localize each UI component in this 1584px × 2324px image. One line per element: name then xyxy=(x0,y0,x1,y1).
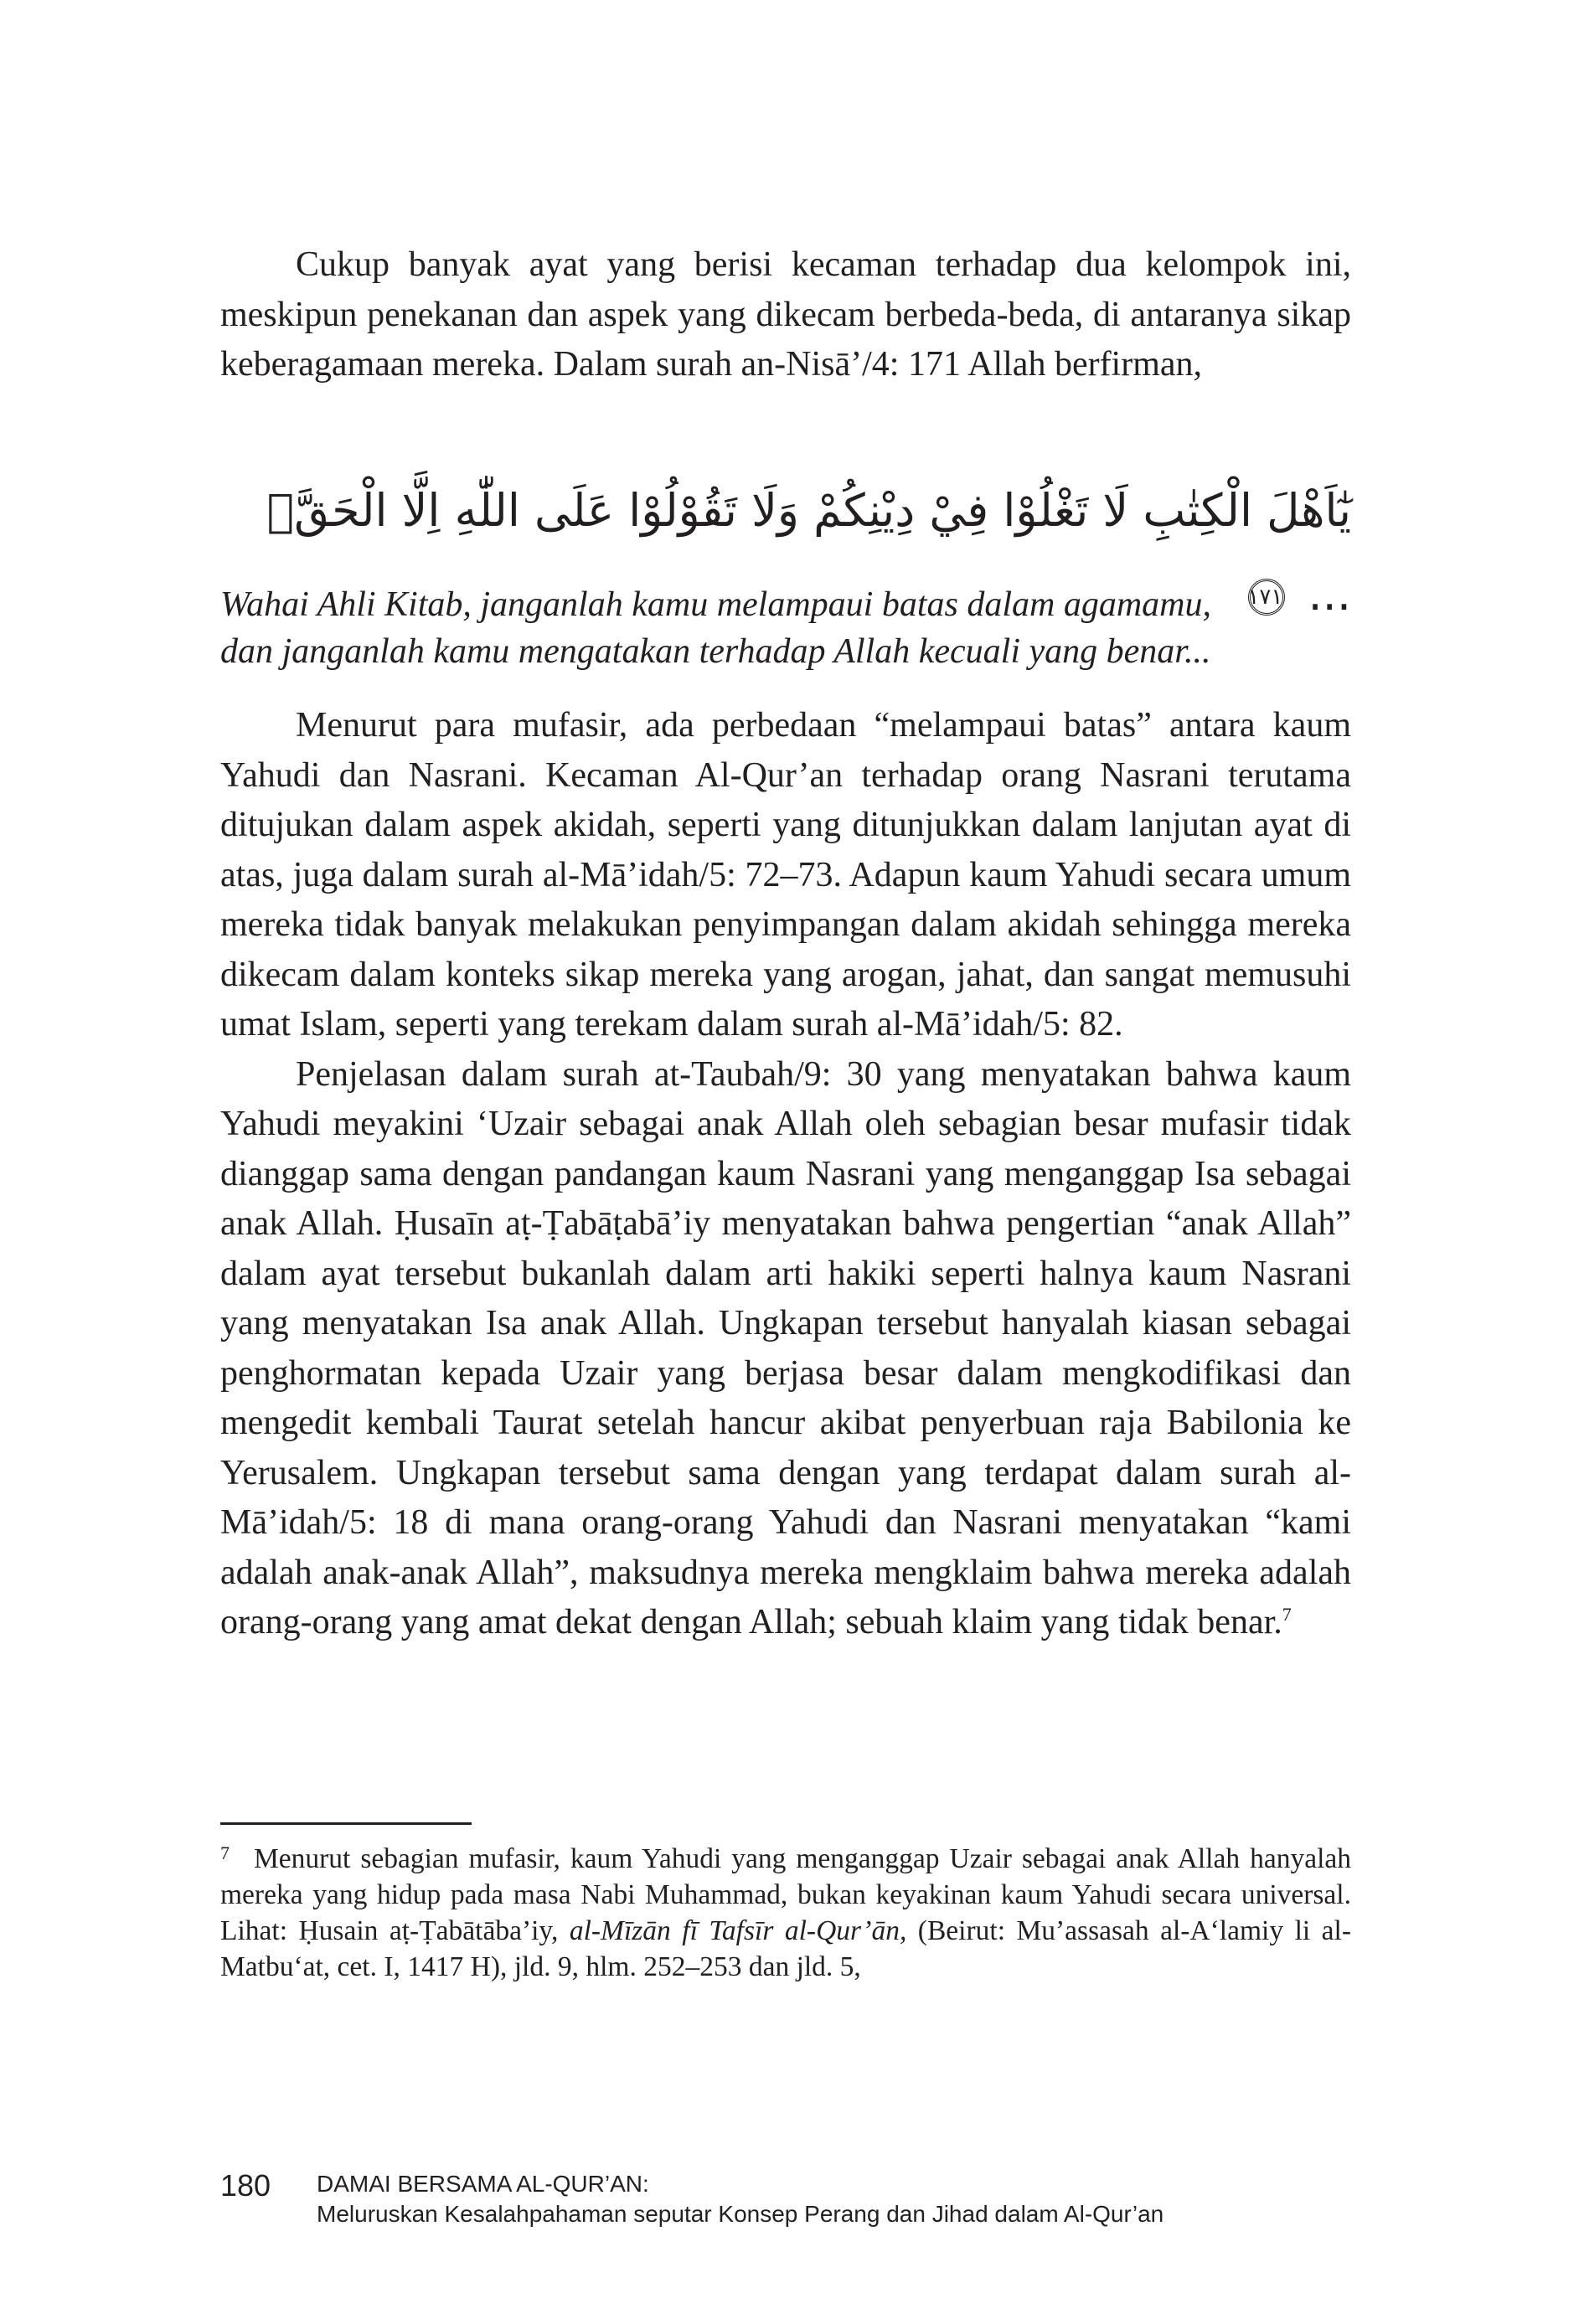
footnote-book-title: al-Mīzān fī Tafsīr al-Qur’ān, xyxy=(569,1915,907,1946)
body-block xyxy=(220,701,1351,1648)
arabic-verse: يٰٓاَهْلَ الْكِتٰبِ لَا تَغْلُوْا فِيْ دِيْنِكُمْ وَلَا تَقُوْلُوْا عَلَى اللّٰهِ اِلَّا الْحَقَّۗ ... xyxy=(266,484,1351,621)
running-title: DAMAI BERSAMA AL-QUR’AN: xyxy=(317,2171,649,2197)
footnote-body xyxy=(220,1843,1351,1982)
paragraph-3-text: Penjelasan dalam surah at-Taubah/9: 30 yang menyatakan bahwa kaum Yahudi meyakini ‘Uzair sebagai anak Allah oleh sebagian besar mufasir tidak dianggap sama dengan pandangan kaum Nasrani yang menganggap Isa sebagai anak Allah. Ḥusaīn aṭ-Ṭabāṭabā’iy menyatakan bahwa pengertian “anak Allah” dalam ayat tersebut bukanlah dalam arti hakiki seperti halnya kaum Nasrani yang menyatakan Isa anak Allah. Ungkapan tersebut hanyalah kiasan sebagai penghormatan kepada Uzair yang berjasa besar dalam mengkodifikasi dan mengedit kembali Taurat setelah hancur akibat penyerbuan raja Babilonia ke Yerusalem. Ungkapan tersebut sama dengan yang terdapat dalam surah al-Mā’idah/5: 18 di mana orang-orang Yahudi dan Nasrani menyatakan “kami adalah anak-anak Allah”, maksudnya mereka mengklaim bahwa mereka adalah orang-orang yang amat dekat dengan Allah; sebuah klaim yang tidak benar. xyxy=(220,1054,1351,1641)
translation-line-1: Wahai Ahli Kitab, janganlah kamu melampaui batas dalam agamamu, xyxy=(220,585,1212,624)
footnote-7 xyxy=(220,1841,1351,1985)
body-paragraph-3 xyxy=(220,1050,1351,1648)
page-number: 180 xyxy=(220,2168,271,2203)
intro-paragraph: Cukup banyak ayat yang berisi kecaman terhadap dua kelompok ini, meskipun penekanan dan aspek yang dikecam berbeda-beda, di antaranya sikap keberagamaan mereka. Dalam surah an-Nisā’/4: 171 Allah berfirman, xyxy=(220,245,1351,384)
footnote-reference[interactable]: 7 xyxy=(1282,1604,1292,1625)
verse-number-marker: ١٧١ xyxy=(1248,579,1285,616)
translation-line-2: dan janganlah kamu mengatakan terhadap Allah kecuali yang benar... xyxy=(220,632,1211,671)
footnote-text-after: (Beirut: Mu’assasah al-A‘lamiy li al-Matbu‘at, cet. I, 1417 H), jld. 9, hlm. 252–253 dan jld. 5, xyxy=(220,1915,1351,1982)
running-subtitle: Meluruskan Kesalahpahaman seputar Konsep Perang dan Jihad dalam Al-Qur’an xyxy=(317,2201,1164,2227)
footnote-text-before: Menurut sebagian mufasir, kaum Yahudi yang menganggap Uzair sebagai anak Allah hanyalah mereka yang hidup pada masa Nabi Muhammad, bukan keyakinan kaum Yahudi secara universal. Lihat: Ḥusain aṭ-Ṭabātāba’iy, xyxy=(220,1843,1351,1946)
verse-translation xyxy=(220,581,1351,675)
body-paragraph-2: Menurut para mufasir, ada perbedaan “melampaui batas” antara kaum Yahudi dan Nasrani. Kecaman Al-Qur’an terhadap orang Nasrani terutama ditujukan dalam aspek akidah, seperti yang ditunjukkan dalam lanjutan ayat di atas, juga dalam surah al-Mā’idah/5: 72–73. Adapun kaum Yahudi secara umum mereka tidak banyak melakukan penyimpangan dalam akidah sehingga mereka dikecam dalam konteks sikap mereka yang arogan, jahat, dan sangat memusuhi umat Islam, seperti yang terekam dalam surah al-Mā’idah/5: 82. xyxy=(220,706,1351,1043)
footnote-number: 7 xyxy=(220,1842,230,1863)
footnote-divider xyxy=(220,1822,472,1825)
intro-block xyxy=(220,240,1351,390)
